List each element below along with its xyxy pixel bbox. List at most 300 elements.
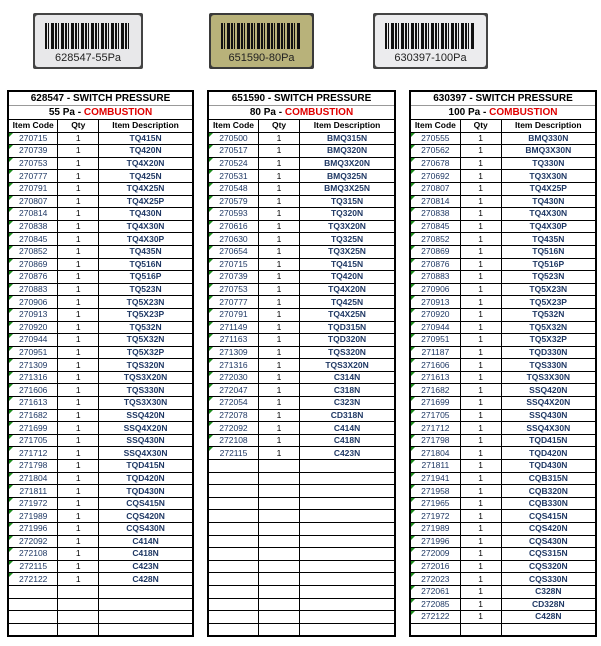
qty: 1 <box>460 308 501 321</box>
item-description: C318N <box>300 384 395 397</box>
empty-cell <box>208 497 258 510</box>
barcode-icon <box>45 23 129 49</box>
cell-flag-icon <box>411 548 415 552</box>
qty: 1 <box>58 573 99 586</box>
item-description: CQB320N <box>501 485 596 498</box>
cell-flag-icon <box>209 133 213 137</box>
table-row <box>208 359 395 372</box>
item-description: TQS320N <box>300 346 395 359</box>
barcode-label-photo-1 <box>33 13 143 69</box>
table-row <box>410 397 596 410</box>
item-description: CD328N <box>501 598 596 611</box>
item-code: 270630 <box>208 233 258 246</box>
column-header-row <box>410 120 596 133</box>
table-row <box>410 585 596 598</box>
table-row <box>8 535 193 548</box>
header-item-code: Item Code <box>8 120 58 133</box>
cell-flag-icon <box>9 334 13 338</box>
cell-flag-icon <box>9 183 13 187</box>
cell-flag-icon <box>411 334 415 338</box>
item-description: TQ532N <box>501 308 596 321</box>
item-description: TQS3X20N <box>300 359 395 372</box>
item-description: TQ3X30N <box>501 170 596 183</box>
table-row <box>410 296 596 309</box>
qty: 1 <box>460 460 501 473</box>
table-row <box>8 308 193 321</box>
empty-cell <box>208 585 258 598</box>
empty-cell <box>58 585 99 598</box>
item-description: TQ516N <box>501 245 596 258</box>
cell-flag-icon <box>209 246 213 250</box>
item-description: TQ325N <box>300 233 395 246</box>
cell-flag-icon <box>209 271 213 275</box>
table-row <box>208 208 395 221</box>
item-code: 271811 <box>8 485 58 498</box>
empty-row <box>208 623 395 636</box>
qty: 1 <box>460 208 501 221</box>
table-row <box>410 334 596 347</box>
cell-flag-icon <box>209 397 213 401</box>
item-description: C418N <box>99 548 193 561</box>
qty: 1 <box>58 359 99 372</box>
cell-flag-icon <box>411 397 415 401</box>
qty: 1 <box>460 397 501 410</box>
item-code: 272115 <box>8 560 58 573</box>
empty-cell <box>258 472 299 485</box>
table-title: 651590 - SWITCH PRESSURE <box>208 91 395 106</box>
empty-row <box>8 611 193 624</box>
table-row <box>410 308 596 321</box>
item-code: 272023 <box>410 573 460 586</box>
empty-row <box>208 598 395 611</box>
item-code: 272047 <box>208 384 258 397</box>
item-code: 270852 <box>8 245 58 258</box>
qty: 1 <box>460 334 501 347</box>
item-description: TQ5X23N <box>99 296 193 309</box>
item-code: 271149 <box>208 321 258 334</box>
cell-flag-icon <box>9 196 13 200</box>
table-row <box>208 271 395 284</box>
qty: 1 <box>460 359 501 372</box>
cell-flag-icon <box>9 322 13 326</box>
cell-flag-icon <box>9 447 13 451</box>
switch-pressure-table-55pa <box>7 90 194 637</box>
table-row <box>8 497 193 510</box>
qty: 1 <box>58 460 99 473</box>
cell-flag-icon <box>209 170 213 174</box>
cell-flag-icon <box>411 259 415 263</box>
cell-flag-icon <box>411 347 415 351</box>
item-description: TQ4X25P <box>99 195 193 208</box>
cell-flag-icon <box>209 447 213 451</box>
table-row <box>8 170 193 183</box>
table-row <box>8 371 193 384</box>
empty-row <box>208 548 395 561</box>
item-description: TQ415N <box>99 132 193 145</box>
item-description: TQ4X25N <box>99 182 193 195</box>
cell-flag-icon <box>209 145 213 149</box>
item-code: 272122 <box>410 611 460 624</box>
table-row <box>8 548 193 561</box>
table-row <box>410 233 596 246</box>
empty-cell <box>300 460 395 473</box>
empty-row <box>208 472 395 485</box>
item-description: C423N <box>99 560 193 573</box>
item-description: BMQ315N <box>300 132 395 145</box>
cell-flag-icon <box>209 158 213 162</box>
item-description: TQ320N <box>300 208 395 221</box>
table-row <box>8 384 193 397</box>
cell-flag-icon <box>411 422 415 426</box>
table-row <box>8 573 193 586</box>
item-description: CD318N <box>300 409 395 422</box>
cell-flag-icon <box>411 284 415 288</box>
item-code: 270739 <box>8 145 58 158</box>
item-description: C423N <box>300 447 395 460</box>
item-description: CQS420N <box>99 510 193 523</box>
item-description: TQ430N <box>501 195 596 208</box>
table-row <box>8 346 193 359</box>
cell-flag-icon <box>9 536 13 540</box>
qty: 1 <box>58 182 99 195</box>
item-code: 271972 <box>8 497 58 510</box>
empty-cell <box>258 611 299 624</box>
empty-row <box>208 573 395 586</box>
qty: 1 <box>460 560 501 573</box>
item-description: TQ4X30P <box>99 233 193 246</box>
item-description: CQB330N <box>501 497 596 510</box>
table-row <box>410 573 596 586</box>
table-row <box>8 359 193 372</box>
qty: 1 <box>460 409 501 422</box>
item-code: 271309 <box>208 346 258 359</box>
item-code: 270791 <box>208 308 258 321</box>
item-code: 272092 <box>208 422 258 435</box>
table-row <box>410 485 596 498</box>
cell-flag-icon <box>9 246 13 250</box>
pressure-value: 100 Pa - <box>448 107 490 118</box>
item-description: TQD430N <box>501 460 596 473</box>
cell-flag-icon <box>9 548 13 552</box>
item-code: 271606 <box>410 359 460 372</box>
table-title-row <box>208 91 395 106</box>
empty-row <box>208 485 395 498</box>
pressure-value: 55 Pa - <box>48 107 84 118</box>
empty-row <box>208 611 395 624</box>
table-row <box>410 208 596 221</box>
empty-cell <box>258 485 299 498</box>
item-description: SSQ430N <box>501 409 596 422</box>
cell-flag-icon <box>9 523 13 527</box>
table-row <box>208 409 395 422</box>
table-row <box>410 283 596 296</box>
item-code: 271996 <box>410 535 460 548</box>
cell-flag-icon <box>411 573 415 577</box>
cell-flag-icon <box>411 561 415 565</box>
item-description: TQD415N <box>99 460 193 473</box>
barcode-text: 630397-100Pa <box>394 52 467 64</box>
table-row <box>410 245 596 258</box>
table-row <box>410 535 596 548</box>
item-description: SSQ4X30N <box>501 422 596 435</box>
empty-cell <box>300 523 395 536</box>
qty: 1 <box>258 447 299 460</box>
item-description: TQ435N <box>99 245 193 258</box>
table-subtitle <box>410 106 596 120</box>
empty-cell <box>300 573 395 586</box>
qty: 1 <box>58 308 99 321</box>
item-description: TQD420N <box>501 447 596 460</box>
table-row <box>8 132 193 145</box>
table-row <box>208 132 395 145</box>
item-code: 270869 <box>410 245 460 258</box>
qty: 1 <box>460 472 501 485</box>
item-description: CQS315N <box>501 548 596 561</box>
qty: 1 <box>460 585 501 598</box>
table-row <box>208 422 395 435</box>
item-description: C314N <box>300 371 395 384</box>
item-code: 270951 <box>8 346 58 359</box>
qty: 1 <box>460 258 501 271</box>
qty: 1 <box>460 170 501 183</box>
qty: 1 <box>58 472 99 485</box>
item-description: TQ5X23P <box>99 308 193 321</box>
cell-flag-icon <box>9 435 13 439</box>
item-description: TQ3X20N <box>300 220 395 233</box>
table-row <box>410 371 596 384</box>
empty-cell <box>99 611 193 624</box>
cell-flag-icon <box>209 422 213 426</box>
qty: 1 <box>258 170 299 183</box>
item-description: TQ5X23N <box>501 283 596 296</box>
cell-flag-icon <box>9 158 13 162</box>
qty: 1 <box>258 283 299 296</box>
item-description: TQ4X30N <box>501 208 596 221</box>
item-code: 271606 <box>8 384 58 397</box>
table-row <box>8 485 193 498</box>
item-description: TQ5X32N <box>99 334 193 347</box>
table-row <box>208 258 395 271</box>
item-code: 271989 <box>410 523 460 536</box>
cell-flag-icon <box>411 473 415 477</box>
item-code: 270883 <box>410 271 460 284</box>
qty: 1 <box>58 334 99 347</box>
item-description: TQ425N <box>99 170 193 183</box>
table-row <box>208 245 395 258</box>
qty: 1 <box>58 397 99 410</box>
item-description: TQD330N <box>501 346 596 359</box>
cell-flag-icon <box>209 384 213 388</box>
item-description: BMQ325N <box>300 170 395 183</box>
qty: 1 <box>460 523 501 536</box>
empty-cell <box>501 623 596 636</box>
qty: 1 <box>58 510 99 523</box>
item-code: 271712 <box>410 422 460 435</box>
qty: 1 <box>58 321 99 334</box>
table-row <box>8 145 193 158</box>
cell-flag-icon <box>411 145 415 149</box>
table-row <box>410 523 596 536</box>
table-row <box>8 510 193 523</box>
qty: 1 <box>58 535 99 548</box>
cell-flag-icon <box>411 170 415 174</box>
item-description: TQ420N <box>300 271 395 284</box>
empty-cell <box>99 623 193 636</box>
cell-flag-icon <box>411 384 415 388</box>
barcode-label-photo-3 <box>373 13 488 69</box>
item-code: 270906 <box>410 283 460 296</box>
table-row <box>8 182 193 195</box>
cell-flag-icon <box>9 208 13 212</box>
qty: 1 <box>58 548 99 561</box>
empty-cell <box>208 535 258 548</box>
item-code: 270654 <box>208 245 258 258</box>
item-code: 270838 <box>8 220 58 233</box>
empty-cell <box>258 535 299 548</box>
cell-flag-icon <box>209 196 213 200</box>
empty-cell <box>460 623 501 636</box>
table-row <box>208 296 395 309</box>
empty-row <box>8 623 193 636</box>
item-code: 271804 <box>410 447 460 460</box>
column-header-row <box>208 120 395 133</box>
cell-flag-icon <box>209 435 213 439</box>
item-code: 270692 <box>410 170 460 183</box>
cell-flag-icon <box>9 384 13 388</box>
header-qty: Qty <box>460 120 501 133</box>
item-description: TQ415N <box>300 258 395 271</box>
cell-flag-icon <box>9 170 13 174</box>
item-code: 270531 <box>208 170 258 183</box>
cell-flag-icon <box>9 473 13 477</box>
item-code: 270739 <box>208 271 258 284</box>
qty: 1 <box>258 384 299 397</box>
item-description: C428N <box>99 573 193 586</box>
item-code: 271699 <box>410 397 460 410</box>
cell-flag-icon <box>9 372 13 376</box>
empty-cell <box>208 623 258 636</box>
item-code: 271309 <box>8 359 58 372</box>
item-code: 271613 <box>8 397 58 410</box>
qty: 1 <box>58 233 99 246</box>
empty-cell <box>58 598 99 611</box>
qty: 1 <box>460 447 501 460</box>
cell-flag-icon <box>209 334 213 338</box>
item-code: 271965 <box>410 497 460 510</box>
item-code: 271187 <box>410 346 460 359</box>
item-code: 270944 <box>410 321 460 334</box>
qty: 1 <box>58 145 99 158</box>
combustion-label: COMBUSTION <box>83 107 153 118</box>
empty-cell <box>258 523 299 536</box>
cell-flag-icon <box>9 259 13 263</box>
cell-flag-icon <box>411 246 415 250</box>
barcode-label-photo-2 <box>209 13 314 69</box>
table-row <box>410 384 596 397</box>
empty-cell <box>258 548 299 561</box>
item-code: 270852 <box>410 233 460 246</box>
cell-flag-icon <box>411 447 415 451</box>
item-description: SSQ4X30N <box>99 447 193 460</box>
cell-flag-icon <box>209 259 213 263</box>
qty: 1 <box>58 422 99 435</box>
qty: 1 <box>258 296 299 309</box>
item-code: 270913 <box>410 296 460 309</box>
empty-cell <box>208 472 258 485</box>
table-row <box>410 409 596 422</box>
table-row <box>410 132 596 145</box>
table-row <box>208 371 395 384</box>
item-code: 270548 <box>208 182 258 195</box>
item-description: BMQ3X30N <box>501 145 596 158</box>
item-code: 270777 <box>208 296 258 309</box>
item-description: TQ5X32N <box>501 321 596 334</box>
qty: 1 <box>460 245 501 258</box>
empty-cell <box>410 623 460 636</box>
item-description: TQ4X25P <box>501 182 596 195</box>
empty-cell <box>258 598 299 611</box>
qty: 1 <box>460 132 501 145</box>
item-code: 272108 <box>208 434 258 447</box>
cell-flag-icon <box>411 158 415 162</box>
cell-flag-icon <box>411 372 415 376</box>
qty: 1 <box>258 182 299 195</box>
table-row <box>8 220 193 233</box>
qty: 1 <box>58 447 99 460</box>
item-code: 270593 <box>208 208 258 221</box>
item-code: 271705 <box>8 434 58 447</box>
item-code: 270791 <box>8 182 58 195</box>
qty: 1 <box>58 434 99 447</box>
cell-flag-icon <box>411 271 415 275</box>
item-code: 272108 <box>8 548 58 561</box>
item-description: CQS415N <box>501 510 596 523</box>
cell-flag-icon <box>209 347 213 351</box>
table-title-row <box>410 91 596 106</box>
item-code: 270715 <box>8 132 58 145</box>
table-row <box>8 447 193 460</box>
item-description: TQ532N <box>99 321 193 334</box>
switch-pressure-table-100pa <box>409 90 597 637</box>
item-code: 271712 <box>8 447 58 460</box>
item-code: 272016 <box>410 560 460 573</box>
table-row <box>8 258 193 271</box>
qty: 1 <box>258 334 299 347</box>
item-description: SSQ4X20N <box>99 422 193 435</box>
item-description: SSQ430N <box>99 434 193 447</box>
table-row <box>208 308 395 321</box>
table-row <box>410 434 596 447</box>
qty: 1 <box>460 157 501 170</box>
empty-cell <box>208 460 258 473</box>
pressure-value: 80 Pa - <box>249 107 285 118</box>
table-row <box>8 334 193 347</box>
empty-row <box>208 510 395 523</box>
table-row <box>208 334 395 347</box>
item-code: 270838 <box>410 208 460 221</box>
empty-cell <box>208 560 258 573</box>
qty: 1 <box>258 145 299 158</box>
barcode-icon <box>221 23 300 49</box>
cell-flag-icon <box>411 586 415 590</box>
item-code: 271798 <box>8 460 58 473</box>
column-header-row <box>8 120 193 133</box>
item-code: 270814 <box>8 208 58 221</box>
empty-row <box>208 497 395 510</box>
cell-flag-icon <box>9 221 13 225</box>
item-description: CQS415N <box>99 497 193 510</box>
empty-cell <box>258 623 299 636</box>
